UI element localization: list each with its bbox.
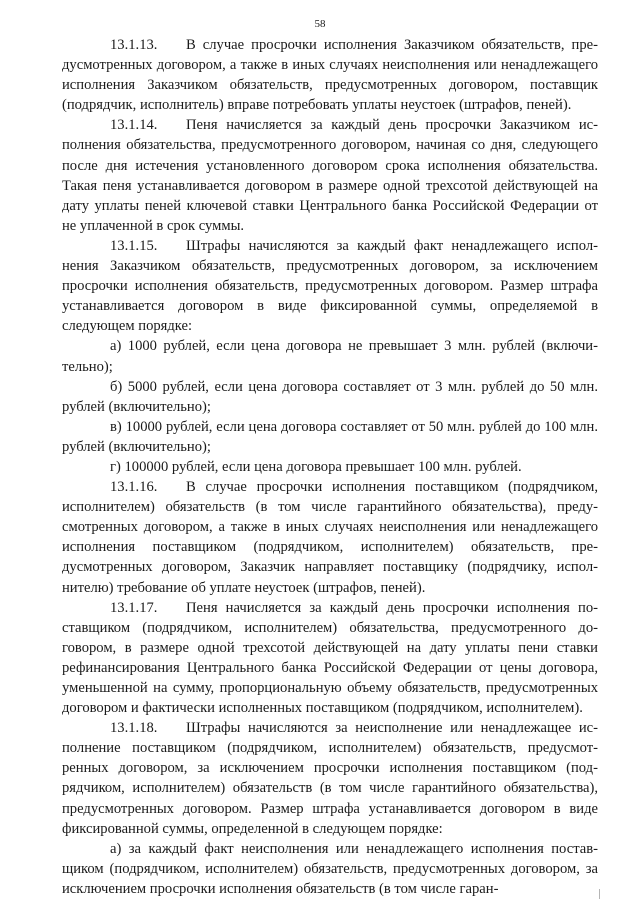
list-item: а) 1000 рублей, если цена договора не превышает 3 млн. рублей (включительно); <box>62 338 598 375</box>
clause-number: 13.1.18. <box>110 720 158 737</box>
clause-13-1-15 <box>62 236 598 336</box>
clause-number: 13.1.17. <box>110 599 158 616</box>
clause-number: 13.1.14. <box>110 117 158 134</box>
list-item: а) за каждый факт неисполнения или ненадлежащего исполнения поставщиком (подрядчиком, исполнителем) обязательств, предусмотренных договором, за исключением просрочки исполнения обязательств (в том числе гаран- <box>62 840 598 897</box>
clause-number: 13.1.15. <box>110 237 158 254</box>
clause-13-1-13 <box>62 35 598 115</box>
document-body <box>62 35 598 899</box>
page-number: 58 <box>314 18 326 30</box>
list-item: в) 10000 рублей, если цена договора составляет от 50 млн. рублей до 100 млн. рублей (включительно); <box>62 418 598 455</box>
list-item: б) 5000 рублей, если цена договора составляет от 3 млн. рублей до 50 млн. рублей (включительно); <box>62 378 598 415</box>
list-item: г) 100000 рублей, если цена договора превышает 100 млн. рублей. <box>110 458 522 475</box>
clause-13-1-18 <box>62 718 598 839</box>
clause-number: 13.1.13. <box>110 37 158 53</box>
clause-text: Штрафы начисляются за каждый факт ненадлежащего исполнения Заказчиком обязательств, предусмотренных договором, за исключением просрочки исполнения обязательств, предусмотренных договором. Размер штрафа устанавливается договором в виде фиксированной суммы, определяемой в следующем порядке: <box>62 237 598 335</box>
clause-text: Штрафы начисляются за неисполнение или ненадлежащее исполнение поставщиком (подрядчиком, исполнителем) обязательств, предусмотренных договором, за исключением просрочки исполнения поставщиком (подрядчиком, исполнителем) обязательств (в том числе гарантийного обязательства), предусмотренных договором. Размер штрафа устанавливается договором в виде фиксированной суммы, определенной в следующем порядке: <box>62 720 598 837</box>
clause-text: В случае просрочки исполнения Заказчиком обязательств, предусмотренных договором, а также в иных случаях неисполнения или ненадлежащего исполнения Заказчиком обязательств, предусмотренных договором, поставщик (подрядчик, исполнитель) вправе потребовать уплаты неустоек (штрафов, пеней). <box>62 37 598 114</box>
clause-13-1-14 <box>62 115 598 236</box>
scan-edge-mark <box>599 889 600 899</box>
clause-text: Пеня начисляется за каждый день просрочки исполнения поставщиком (подрядчиком, исполнителем) обязательства, предусмотренного договором, в размере одной трехсотой действующей на дату уплаты пени ставки рефинансирования Центрального банка Российской Федерации от цены договора, уменьшенной на сумму, пропорциональную объему обязательств, предусмотренных договором и фактически исполненных поставщиком (подрядчиком, исполнителем). <box>62 599 598 717</box>
clause-number: 13.1.16. <box>110 479 158 496</box>
clause-text: Пеня начисляется за каждый день просрочки Заказчиком исполнения обязательства, предусмотренного договором, начиная со дня, следующего после дня истечения установленного договором срока исполнения обязательства. Такая пеня устанавливается договором в размере одной трехсотой действующей на дату уплаты пеней ключевой ставки Центрального банка Российской Федерации от не уплаченной в срок суммы. <box>62 117 598 234</box>
clause-13-1-16 <box>62 477 598 598</box>
clause-13-1-17 <box>62 598 598 719</box>
clause-text: В случае просрочки исполнения поставщиком (подрядчиком, исполнителем) обязательств (в том числе гарантийного обязательства), предусмотренных договором, а также в иных случаях неисполнения или ненадлежащего исполнения поставщиком (подрядчиком, исполнителем) обязательств, предусмотренных договором, Заказчик направляет поставщику (подрядчику, исполнителю) требование об уплате неустоек (штрафов, пеней). <box>62 479 598 596</box>
